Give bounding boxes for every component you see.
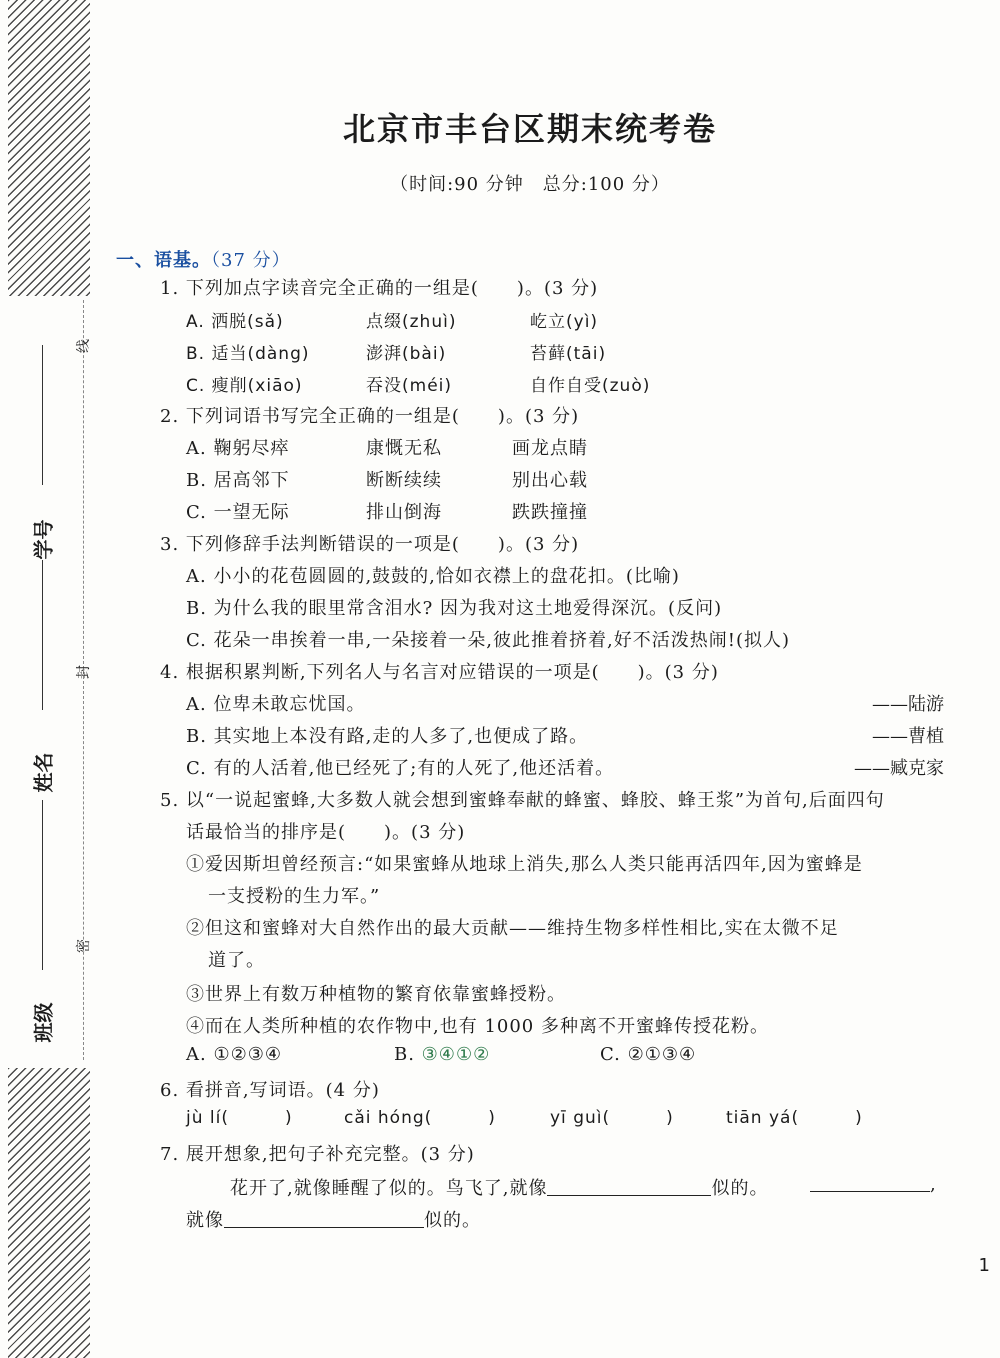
q5-sentence-4: ④而在人类所种植的农作物中,也有 1000 多种离不开蜜蜂传授花粉。 [186,1016,769,1037]
seal-mark-seal: 封 [76,665,92,679]
q5-option-b: B. ③④①② [394,1044,491,1065]
q7-line-1: 花开了,就像睡醒了似的。鸟飞了,就像 似的。 [230,1178,769,1199]
q1-option-c-3: 自作自受(zuò) [530,376,651,396]
name-label: 姓名 [31,752,56,793]
q2-option-b: B. 居高邻下 [186,470,290,491]
q1-option-a: A. 洒脱(sǎ) [186,312,284,332]
page-number: 1 [978,1255,990,1276]
q2-option-b-3: 别出心载 [512,470,588,491]
id-label: 学号 [31,519,56,560]
q4-option-a-author: ——陆游 [872,694,944,715]
q2-option-c-3: 跌跌撞撞 [512,502,588,523]
q2-option-a: A. 鞠躬尽瘁 [186,438,290,459]
q4-option-a: A. 位卑未敢忘忧国。 [186,694,366,715]
q2-option-b-2: 断断续续 [366,470,442,491]
q2-option-a-3: 画龙点睛 [512,438,588,459]
name-write-line [42,560,43,710]
q2-option-a-2: 康慨无私 [366,438,442,459]
q4-option-b: B. 其实地上本没有路,走的人多了,也便成了路。 [186,726,589,747]
q5-sentence-3: ③世界上有数万种植物的繁育依靠蜜蜂授粉。 [186,984,566,1005]
q1-option-c: C. 瘦削(xiāo) [186,376,303,396]
q3-option-b: B. 为什么我的眼里常含泪水? 因为我对这土地爱得深沉。(反问) [186,598,723,619]
q1-option-a-3: 屹立(yì) [530,312,599,332]
q2-option-c-2: 排山倒海 [366,502,442,523]
q7-line-2: 就像 似的。 [186,1210,481,1231]
answer-blank-3[interactable] [224,1211,424,1228]
q1-option-b-2: 澎湃(bài) [366,344,447,364]
q5-option-b-value: ③④①② [421,1044,491,1065]
question-1-stem: 1. 下列加点字读音完全正确的一组是( )。(3 分) [160,278,599,299]
question-3-stem: 3. 下列修辞手法判断错误的一项是( )。(3 分) [160,534,580,555]
question-4-stem: 4. 根据积累判断,下列名人与名言对应错误的一项是( )。(3 分) [160,662,719,683]
q6-item-2: cǎi hóng( ) [344,1108,496,1128]
q7-line-1-end: , [810,1174,937,1195]
seal-mark-secret: 密 [76,939,92,953]
q5-option-c: C. ②①③④ [600,1044,697,1065]
class-label: 班级 [31,1002,56,1043]
q5-option-a: A. ①②③④ [186,1044,282,1065]
q2-option-c: C. 一望无际 [186,502,290,523]
id-write-line [42,345,43,485]
answer-blank-1[interactable] [547,1179,711,1196]
q4-option-b-author: ——曹植 [872,726,944,747]
question-5-stem-line2: 话最恰当的排序是( )。(3 分) [186,822,466,843]
q4-option-c: C. 有的人活着,他已经死了;有的人死了,他还活着。 [186,758,615,779]
question-7-stem: 7. 展开想象,把句子补充完整。(3 分) [160,1144,475,1165]
question-5-stem-line1: 5. 以“一说起蜜蜂,大多数人就会想到蜜蜂奉献的蜂蜜、蜂胶、蜂王浆”为首句,后面四句 [160,790,885,811]
section-points: （37 分） [211,250,291,271]
q6-item-1: jù lí( ) [186,1108,293,1128]
seal-mark-line: 线 [76,339,92,353]
question-6-stem: 6. 看拼音,写词语。(4 分) [160,1080,380,1101]
q1-option-b-3: 苔藓(tāi) [530,344,607,364]
q1-option-a-2: 点缀(zhuì) [366,312,457,332]
answer-blank-2[interactable] [810,1175,930,1192]
q3-option-c: C. 花朵一串挨着一串,一朵接着一朵,彼此推着挤着,好不活泼热闹!(拟人) [186,630,791,651]
q1-option-b: B. 适当(dàng) [186,344,310,364]
binding-hatch-bottom [8,1068,90,1358]
exam-info: （时间:90 分钟 总分:100 分） [390,174,670,195]
q4-option-c-author: ——臧克家 [854,758,944,779]
q5-sentence-2: ②但这和蜜蜂对大自然作出的最大贡献——维持生物多样性相比,实在太微不足 [186,918,839,939]
q6-item-3: yī guì( ) [550,1108,674,1128]
q3-option-a: A. 小小的花苞圆圆的,鼓鼓的,恰如衣襟上的盘花扣。(比喻) [186,566,680,587]
page-title: 北京市丰台区期末统考卷 [342,110,717,148]
q1-option-c-2: 吞没(méi) [366,376,453,396]
q5-sentence-1: ①爱因斯坦曾经预言:“如果蜜蜂从地球上消失,那么人类只能再活四年,因为蜜蜂是 [186,854,863,875]
q5-sentence-2-cont: 道了。 [208,950,265,971]
section-heading [116,246,291,272]
q6-item-4: tiān yá( ) [726,1108,863,1128]
section-title: 一、语基。 [116,250,211,271]
question-2-stem: 2. 下列词语书写完全正确的一组是( )。(3 分) [160,406,580,427]
q5-sentence-1-cont: 一支授粉的生力军。” [208,886,381,907]
class-write-line [42,800,43,970]
